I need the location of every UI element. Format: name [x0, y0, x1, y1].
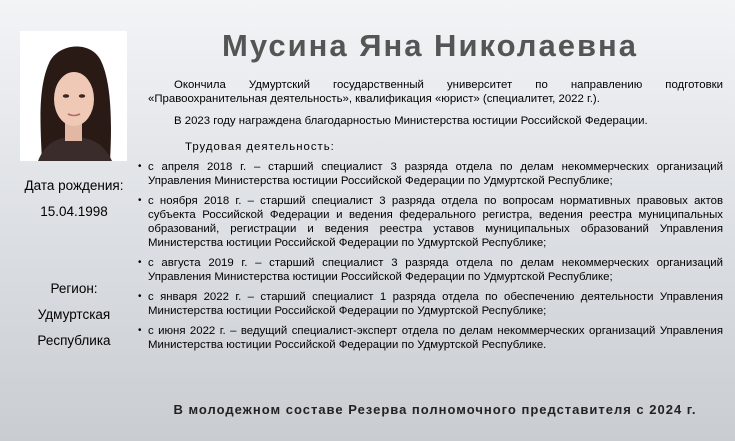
career-item-text: с января 2022 г. – старший специалист 1 разряда отдела по обеспечению деятельности Управления Министерства юстиции Российской Федерации по Удмуртской Республике;: [148, 291, 723, 317]
birth-date-value: 15.04.1998: [40, 204, 108, 219]
reserve-footer-note: В молодежном составе Резерва полномочного представителя с 2024 г.: [173, 402, 697, 417]
career-item-text: с августа 2019 г. – старший специалист 3 разряда отдела по делам некоммерческих организаций Управления Министерства юстиции Российской Федерации по Удмуртской Республике;: [148, 257, 723, 283]
career-item-text: с апреля 2018 г. – старший специалист 3 разряда отдела по делам некоммерческих организаций Управления Министерства юстиции Российской Федерации по Удмуртской Республике;: [148, 161, 723, 187]
portrait-image: [20, 31, 127, 161]
person-name-title: Мусина Яна Николаевна: [222, 28, 638, 63]
career-item: [138, 194, 723, 250]
career-item: [138, 256, 723, 284]
region-label: Регион:: [50, 281, 98, 296]
bullet-icon: •: [138, 195, 142, 206]
career-item-text: с ноября 2018 г. – старший специалист 3 разряда отдела по вопросам нормативных правовых актов субъекта Российской Федерации и ведения федерального регистра, ведения реестра муниципальных образований, регистрации и ведения реестра уставов муниципальных образований Управления Министерства юстиции Российской Федерации по Удмуртской Республике;: [148, 195, 723, 249]
career-list: [138, 160, 723, 358]
bullet-icon: •: [138, 257, 142, 268]
career-item: [138, 324, 723, 352]
career-item: [138, 290, 723, 318]
education-paragraph: Окончила Удмуртский государственный университет по направлению подготовки «Правоохранительная деятельность», квалификация «юрист» (специалитет, 2022 г.).: [148, 79, 723, 105]
bullet-icon: •: [138, 161, 142, 172]
career-heading: Трудовая деятельность:: [185, 141, 335, 153]
career-item: [138, 160, 723, 188]
bullet-icon: •: [138, 325, 142, 336]
career-item-text: с июня 2022 г. – ведущий специалист-эксперт отдела по делам некоммерческих организаций Управления Министерства юстиции Российской Федерации по Удмуртской Республике.: [148, 325, 723, 351]
region-value-line1: Удмуртская: [37, 307, 111, 322]
award-paragraph: В 2023 году награждена благодарностью Министерства юстиции Российской Федерации.: [174, 115, 648, 127]
birth-date-label: Дата рождения:: [24, 178, 124, 193]
bullet-icon: •: [138, 291, 142, 302]
region-value-line2: Республика: [37, 333, 111, 348]
portrait-photo: [20, 31, 127, 161]
